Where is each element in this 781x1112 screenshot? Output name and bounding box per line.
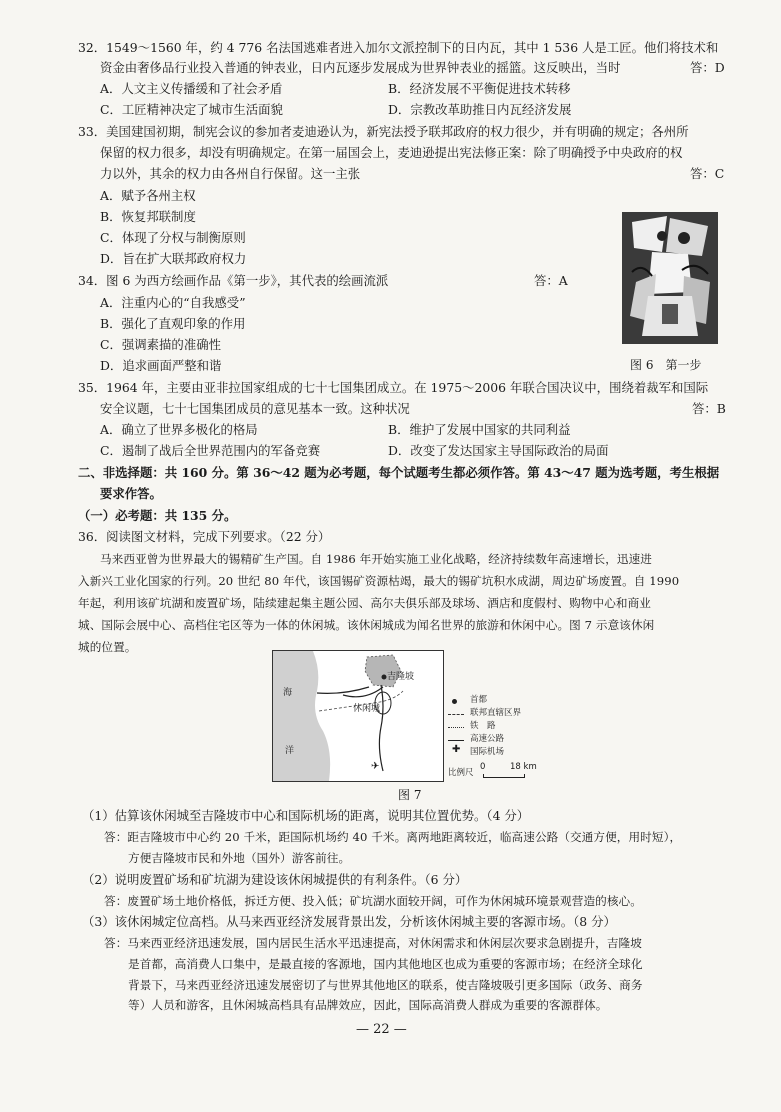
map-sea-label-2: 洋 — [285, 746, 295, 756]
q36-sub1-answer-line2: 方便吉隆坡市民和外地（国外）游客前往。 — [128, 851, 351, 865]
q34-option-d: D．追求画面严整和谐 — [100, 358, 222, 373]
cubist-painting-graphic — [622, 212, 718, 344]
q33-answer: 答：C — [690, 166, 725, 181]
section2-heading-line2: 要求作答。 — [100, 486, 162, 501]
q33-option-b: B．恢复邦联制度 — [100, 209, 196, 224]
q35-line1: 35．1964 年，主要由亚非拉国家组成的七十七国集团成立。在 1975～2006 年联合国决议中，围绕着裁军和国际 — [78, 380, 709, 395]
q33-option-d: D．旨在扩大联邦政府权力 — [100, 251, 247, 266]
q35-option-c: C．遏制了战后全世界范围内的军备竞赛 — [100, 443, 321, 458]
q33-line1: 33．美国建国初期，制宪会议的参加者麦迪逊认为，新宪法授予联邦政府的权力很少，并有明确的规定；各州所 — [78, 124, 689, 139]
q32-line2: 资金由奢侈品行业投入普通的钟表业，日内瓦逐步发展成为世界钟表业的摇篮。这反映出，当时 — [100, 60, 621, 75]
q36-paragraph-line: 年起，利用该矿坑湖和废置矿场，陆续建起集主题公园、高尔夫俱乐部及球场、酒店和度假村、购物中心和商业 — [78, 596, 651, 610]
map-graphic — [273, 651, 443, 781]
legend-airport: 国际机场 — [470, 747, 505, 757]
svg-text:✈: ✈ — [371, 761, 380, 772]
figure-6-caption: 图 6 第一步 — [630, 358, 702, 372]
scale-zero: 0 — [480, 762, 486, 772]
figure-7-caption: 图 7 — [398, 788, 422, 802]
q32-answer: 答：D — [690, 60, 725, 75]
q36-sub1-answer-line1: 答：距吉隆坡市中心约 20 千米，距国际机场约 40 千米。离两地距离较近，临高速公路（交通方便，用时短）， — [104, 830, 682, 844]
q36-sub3-answer-line1: 答：马来西亚经济迅速发展，国内居民生活水平迅速提高，对休闲需求和休闲层次要求急剧提升，吉隆坡 — [104, 936, 642, 950]
q33-line2: 保留的权力很多，却没有明确规定。在第一届国会上，麦迪逊提出宪法修正案：除了明确授予中央政府的权 — [100, 145, 683, 160]
q36-paragraph-line: 城的位置。 — [78, 640, 137, 654]
boundary-legend-icon — [448, 714, 464, 715]
q36-heading: 36．阅读图文材料，完成下列要求。（22 分） — [78, 529, 331, 544]
q34-option-a: A．注重内心的“自我感受” — [100, 295, 246, 310]
scale-label: 比例尺 — [448, 768, 474, 778]
q35-option-b: B．维护了发展中国家的共同利益 — [388, 422, 571, 437]
capital-legend-icon — [452, 699, 457, 704]
q32-line1: 32．1549～1560 年，约 4 776 名法国逃难者进入加尔文派控制下的日内瓦，其中 1 536 人是工匠。他们将技术和 — [78, 40, 719, 55]
legend-railway: 铁 路 — [470, 721, 496, 731]
map-city-label: 吉隆坡 — [387, 672, 415, 682]
scale-18km: 18 km — [510, 762, 537, 772]
legend-capital: 首都 — [470, 695, 488, 705]
q32-option-c: C．工匠精神决定了城市生活面貌 — [100, 102, 283, 117]
scale-bar — [483, 774, 525, 778]
map-leisure-city-label: 休闲城 — [353, 704, 381, 714]
page-number: — 22 — — [356, 1022, 407, 1037]
q33-option-c: C．体现了分权与制衡原则 — [100, 230, 246, 245]
q36-sub3-answer-line2: 是首都，高消费人口集中，是最直接的客源地，国内其他地区也成为重要的客源市场；在经济全球化 — [128, 957, 643, 971]
q36-sub2-question: （2）说明废置矿场和矿坑湖为建设该休闲城提供的有利条件。（6 分） — [82, 872, 468, 887]
railway-legend-icon — [448, 727, 464, 728]
q35-option-d: D．改变了发达国家主导国际政治的局面 — [388, 443, 609, 458]
q35-line2: 安全议题，七十七国集团成员的意见基本一致。这种状况 — [100, 401, 410, 416]
legend-highway: 高速公路 — [470, 734, 505, 744]
airport-legend-icon: ✚ — [452, 744, 461, 755]
section2-required-heading: （一）必考题：共 135 分。 — [78, 508, 237, 523]
legend-boundary: 联邦直辖区界 — [470, 708, 522, 718]
q35-answer: 答：B — [692, 401, 726, 416]
q34-option-c: C．强调素描的准确性 — [100, 337, 221, 352]
q34-answer: 答：A — [534, 273, 568, 288]
q36-paragraph-line: 马来西亚曾为世界最大的锡精矿生产国。自 1986 年开始实施工业化战略，经济持续数年高速增长，迅速进 — [100, 552, 653, 566]
q33-line3: 力以外，其余的权力由各州自行保留。这一主张 — [100, 166, 361, 181]
painting-first-step-image — [622, 212, 718, 344]
q32-option-a: A．人文主义传播缓和了社会矛盾 — [100, 81, 283, 96]
figure-7-map — [272, 650, 444, 782]
q36-sub1-question: （1）估算该休闲城至吉隆坡市中心和国际机场的距离，说明其位置优势。（4 分） — [82, 808, 530, 823]
q35-option-a: A．确立了世界多极化的格局 — [100, 422, 258, 437]
q32-option-b: B．经济发展不平衡促进技术转移 — [388, 81, 571, 96]
q33-option-a: A．赋予各州主权 — [100, 188, 196, 203]
q32-option-d: D．宗教改革助推日内瓦经济发展 — [388, 102, 572, 117]
map-sea-label-1: 海 — [283, 688, 293, 698]
section2-heading-line1: 二、非选择题：共 160 分。第 36～42 题为必考题，每个试题考生都必须作答。第 43～47 题为选考题，考生根据 — [78, 465, 720, 480]
q36-sub3-question: （3）该休闲城定位高档。从马来西亚经济发展背景出发，分析该休闲城主要的客源市场。（8 分） — [82, 914, 616, 929]
q36-sub2-answer-line1: 答：废置矿场土地价格低，拆迁方便、投入低；矿坑湖水面较开阔，可作为休闲城环境景观营造的核心。 — [104, 894, 642, 908]
q36-sub3-answer-line4: 等）人员和游客，且休闲城高档具有品牌效应，因此，国际高消费人群成为重要的客源群体。 — [128, 998, 608, 1012]
q36-paragraph-line: 入新兴工业化国家的行列。20 世纪 80 年代，该国锡矿资源枯竭，最大的锡矿坑积水成湖，周边矿场废置。自 1990 — [78, 574, 680, 588]
q36-paragraph-line: 城、国际会展中心、高档住宅区等为一体的休闲城。该休闲城成为闻名世界的旅游和休闲中心。图 7 示意该休闲 — [78, 618, 655, 632]
q36-sub3-answer-line3: 背景下，马来西亚经济迅速发展密切了与世界其他地区的联系，使吉隆坡吸引更多国际（政务、商务 — [128, 978, 643, 992]
highway-legend-icon — [448, 740, 464, 741]
q34-option-b: B．强化了直观印象的作用 — [100, 316, 246, 331]
q34-line1: 34．图 6 为西方绘画作品《第一步》，其代表的绘画流派 — [78, 273, 389, 288]
